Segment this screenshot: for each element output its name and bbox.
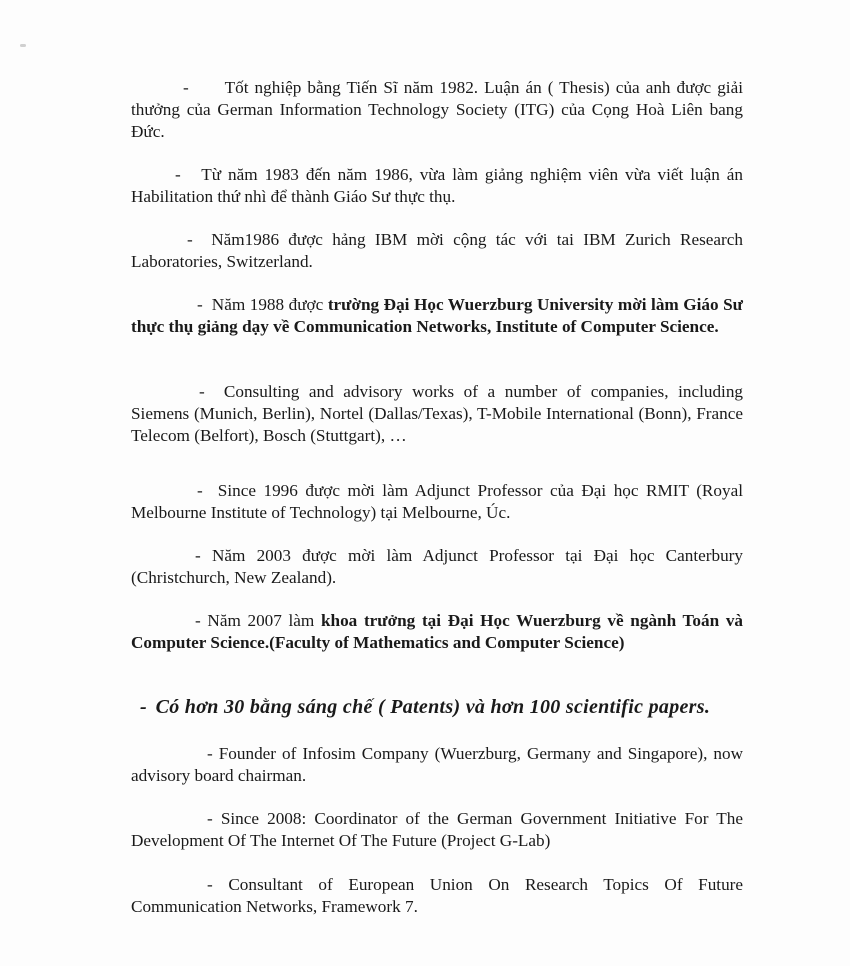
item-text: Từ năm 1983 đến năm 1986, vừa làm giảng nghiệm viên vừa viết luận án Habilitation thứ nhì để thành Giáo Sư thực thụ. bbox=[131, 165, 743, 206]
item-text-bold: trường Đại Học Wuerzburg University mời làm Giáo Sư thực thụ giảng dạy về Communication Networks, Institute of Computer Science. bbox=[131, 295, 743, 336]
item-wuerzburg-professor bbox=[131, 294, 743, 338]
bullet-dash: - bbox=[199, 382, 205, 401]
item-habilitation bbox=[131, 164, 743, 208]
item-text: Năm 1988 được bbox=[211, 295, 328, 314]
item-text: Tốt nghiệp bằng Tiến Sĩ năm 1982. Luận án ( Thesis) của anh được giải thưởng của German Information Technology Society (ITG) của Cọng Hoà Liên bang Đức. bbox=[131, 78, 743, 141]
bullet-dash: - bbox=[195, 546, 201, 565]
item-text: Năm 2007 làm bbox=[207, 611, 321, 630]
item-text: Năm1986 được hảng IBM mời cộng tác với tai IBM Zurich Research Laboratories, Switzerland. bbox=[131, 230, 744, 271]
bullet-dash: - bbox=[207, 875, 213, 894]
bullet-dash: - bbox=[187, 230, 193, 249]
item-canterbury bbox=[131, 545, 743, 589]
bullet-dash: - bbox=[207, 809, 213, 828]
item-text: Consulting and advisory works of a number of companies, including Siemens (Munich, Berlin), Nortel (Dallas/Texas), T-Mobile International (Bonn), France Telecom (Belfort), Bosch (Stuttgart), … bbox=[131, 382, 744, 445]
item-text-bold: khoa trưởng tại Đại Học Wuerzburg về ngành Toán và Computer Science.(Faculty of Mathematics and Computer Science) bbox=[131, 611, 744, 652]
item-rmit bbox=[131, 480, 743, 524]
item-dean bbox=[131, 610, 743, 654]
item-text-bold-italic: Có hơn 30 bằng sáng chế ( Patents) và hơn 100 scientific papers. bbox=[155, 696, 711, 718]
item-consulting bbox=[131, 381, 743, 447]
item-text: Since 1996 được mời làm Adjunct Professor của Đại học RMIT (Royal Melbourne Institute of Technology) tại Melbourne, Úc. bbox=[131, 481, 743, 522]
scan-speck bbox=[20, 44, 26, 47]
bullet-dash: - bbox=[183, 78, 189, 97]
item-patents bbox=[140, 696, 760, 719]
item-ibm bbox=[131, 229, 743, 273]
bullet-dash: - bbox=[175, 165, 181, 184]
bullet-dash: - bbox=[207, 744, 213, 763]
item-g-lab bbox=[131, 808, 743, 852]
item-text: Năm 2003 được mời làm Adjunct Professor tại Đại học Canterbury (Christchurch, New Zealand). bbox=[131, 546, 743, 587]
item-thesis bbox=[131, 77, 743, 143]
item-infosim bbox=[131, 743, 743, 787]
item-text: Since 2008: Coordinator of the German Government Initiative For The Development Of The Internet Of The Future (Project G-Lab) bbox=[131, 809, 744, 850]
item-text: Consultant of European Union On Research Topics Of Future Communication Networks, Framework 7. bbox=[131, 875, 744, 916]
item-eu-consultant bbox=[131, 874, 743, 918]
bullet-dash: - bbox=[140, 696, 147, 718]
bullet-dash: - bbox=[195, 611, 201, 630]
bullet-dash: - bbox=[197, 481, 203, 500]
bullet-dash: - bbox=[197, 295, 203, 314]
item-text: Founder of Infosim Company (Wuerzburg, Germany and Singapore), now advisory board chairman. bbox=[131, 744, 743, 785]
